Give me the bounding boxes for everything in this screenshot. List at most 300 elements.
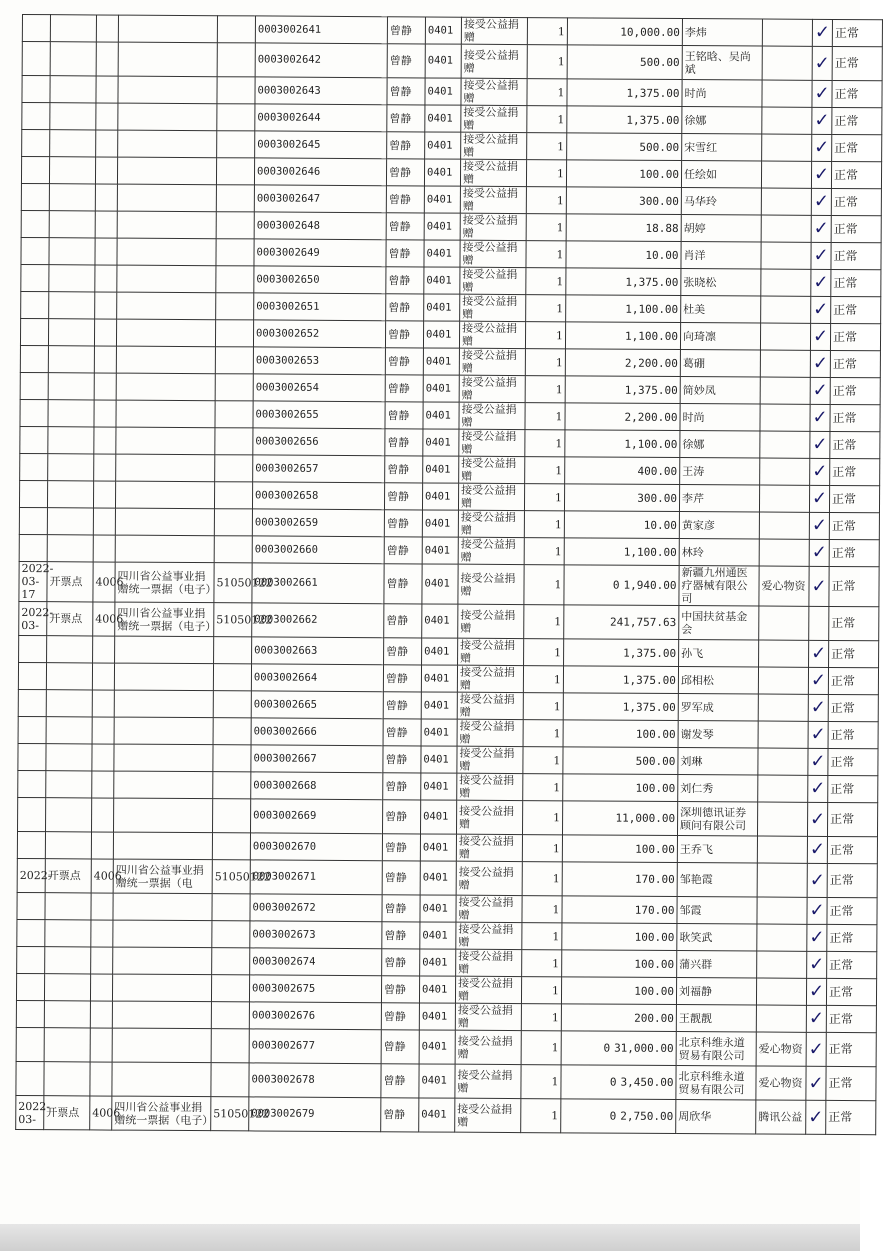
- code-cell: [92, 744, 114, 771]
- amount-value: 1,375.00: [625, 275, 679, 289]
- donation-receipt-table: [15, 14, 883, 1135]
- bill-type-cell: 四川省公益事业捐赠统一票据（电子）: [115, 602, 214, 637]
- operator-cell: 曾静: [382, 834, 420, 861]
- operator-cell: 曾静: [382, 895, 420, 922]
- issuer-cell: [47, 535, 93, 562]
- date-cell: [20, 372, 48, 399]
- checkmark-cell: ✓: [807, 836, 827, 863]
- control-code-cell: 0401: [419, 1030, 455, 1064]
- checkmark-cell: ✓: [806, 978, 826, 1005]
- checkmark-cell: ✓: [811, 242, 831, 269]
- checkmark-cell: ✓: [812, 107, 832, 134]
- payer-cell: 向琦凛: [680, 323, 760, 350]
- invoice-number-cell: 0003002659: [252, 509, 384, 537]
- org-code-cell: [212, 948, 250, 975]
- org-code-cell: [215, 455, 253, 482]
- amount-cell: [564, 484, 679, 512]
- quantity-cell: 1: [527, 18, 567, 45]
- invoice-number-cell: 0003002678: [249, 1063, 381, 1098]
- note-cell: [760, 431, 810, 458]
- checkmark-cell: ✓: [807, 951, 827, 978]
- item-cell: 接受公益捐赠: [459, 456, 525, 483]
- date-cell: [16, 973, 44, 1000]
- date-cell: [19, 480, 47, 507]
- invoice-number-cell: 0003002654: [253, 374, 385, 402]
- invoice-number-cell: 0003002649: [254, 239, 386, 267]
- status-cell: 正常: [826, 1032, 876, 1066]
- payer-cell: 王涛: [680, 458, 760, 485]
- invoice-number-cell: 0003002648: [254, 212, 386, 240]
- item-cell: 接受公益捐赠: [461, 44, 527, 78]
- code-cell: [95, 238, 117, 265]
- table-row: [16, 1095, 876, 1134]
- amount-cell: [567, 133, 682, 161]
- item-cell: 接受公益捐赠: [460, 213, 526, 240]
- bill-type-cell: [116, 346, 215, 374]
- issuer-cell: [49, 292, 95, 319]
- control-code-cell: 0401: [423, 348, 459, 375]
- operator-cell: 曾静: [385, 456, 423, 483]
- note-cell: [761, 188, 811, 215]
- quantity-cell: 1: [524, 639, 564, 666]
- org-code-cell: [211, 975, 249, 1002]
- issuer-cell: [48, 454, 94, 481]
- date-cell: [20, 318, 48, 345]
- invoice-number-cell: 0003002645: [255, 131, 387, 159]
- item-cell: 接受公益捐赠: [458, 537, 524, 564]
- date-cell: [21, 157, 49, 184]
- status-cell: 正常: [831, 242, 881, 269]
- operator-cell: 曾静: [385, 375, 423, 402]
- control-code-cell: 0401: [421, 746, 457, 773]
- checkmark-cell: ✓: [809, 485, 829, 512]
- handwritten-mark: 0: [609, 1109, 617, 1123]
- amount-value: 100.00: [639, 167, 680, 181]
- org-code-cell: [213, 799, 251, 833]
- amount-value: 1,100.00: [623, 545, 677, 559]
- status-cell: 正常: [831, 161, 881, 188]
- control-code-cell: 0401: [419, 1098, 455, 1132]
- amount-cell: [561, 1004, 676, 1032]
- payer-cell: 李芹: [679, 485, 759, 512]
- issuer-cell: [47, 636, 93, 663]
- issuer-cell: [46, 744, 92, 771]
- bill-type-cell: [112, 1062, 211, 1097]
- code-cell: [95, 157, 117, 184]
- org-code-cell: [213, 745, 251, 772]
- issuer-cell: [46, 798, 92, 832]
- issuer-cell: [46, 663, 92, 690]
- table-row: [22, 42, 882, 81]
- bill-type-cell: [114, 717, 213, 745]
- control-code-cell: 0401: [424, 159, 460, 186]
- quantity-cell: 1: [522, 835, 562, 862]
- note-cell: 爱心物资: [756, 1032, 806, 1066]
- quantity-cell: 1: [525, 376, 565, 403]
- bill-type-cell: [115, 508, 214, 536]
- date-cell: 2022-03-: [16, 1095, 44, 1129]
- quantity-cell: 1: [526, 187, 566, 214]
- amount-value: 100.00: [634, 957, 675, 971]
- quantity-cell: 1: [521, 1031, 561, 1065]
- amount-cell: [561, 1031, 676, 1066]
- invoice-number-cell: 0003002672: [250, 894, 382, 922]
- amount-value: 2,200.00: [624, 410, 678, 424]
- invoice-number-cell: 0003002650: [254, 266, 386, 294]
- note-cell: [760, 350, 810, 377]
- control-code-cell: 0401: [421, 692, 457, 719]
- operator-cell: 曾静: [381, 1030, 419, 1064]
- payer-cell: 孙飞: [679, 640, 759, 667]
- amount-cell: [567, 79, 682, 107]
- org-code-cell: [214, 637, 252, 664]
- org-code-cell: [217, 77, 255, 104]
- org-code-cell: [216, 239, 254, 266]
- handwritten-mark: 0: [612, 578, 620, 592]
- amount-value: 18.88: [645, 221, 679, 235]
- item-cell: 接受公益捐赠: [461, 132, 527, 159]
- operator-cell: 曾静: [382, 922, 420, 949]
- org-code-cell: [213, 664, 251, 691]
- operator-cell: 曾静: [381, 976, 419, 1003]
- date-cell: [20, 426, 48, 453]
- invoice-number-cell: 0003002673: [250, 921, 382, 949]
- payer-cell: 王靓靓: [676, 1005, 756, 1032]
- operator-cell: 曾静: [383, 746, 421, 773]
- amount-value: 3,450.00: [620, 1075, 674, 1089]
- item-cell: 接受公益捐赠: [459, 375, 525, 402]
- quantity-cell: 1: [525, 457, 565, 484]
- handwritten-mark: 0: [609, 1075, 617, 1089]
- code-cell: [91, 947, 113, 974]
- note-cell: [756, 1005, 806, 1032]
- invoice-number-cell: 0003002647: [254, 185, 386, 213]
- org-code-cell: 51050122: [211, 1097, 249, 1131]
- date-cell: [18, 716, 46, 743]
- status-cell: 正常: [827, 863, 877, 897]
- note-cell: [757, 951, 807, 978]
- payer-cell: 简妙凤: [680, 377, 760, 404]
- payer-cell: 耿笑武: [677, 924, 757, 951]
- date-cell: [22, 42, 50, 76]
- payer-cell: 徐娜: [680, 431, 760, 458]
- amount-value: 1,100.00: [624, 437, 678, 451]
- date-cell: 2022-03-: [19, 601, 47, 635]
- quantity-cell: 1: [522, 923, 562, 950]
- note-cell: [759, 606, 809, 640]
- status-cell: 正常: [830, 350, 880, 377]
- note-cell: [759, 485, 809, 512]
- org-code-cell: [215, 347, 253, 374]
- org-code-cell: 51050122: [214, 603, 252, 637]
- table-row: [16, 1061, 876, 1100]
- bill-type-cell: 四川省公益事业捐赠统一票据（电子）: [112, 1096, 211, 1131]
- operator-cell: 曾静: [382, 949, 420, 976]
- amount-cell: [565, 349, 680, 377]
- status-cell: 正常: [829, 485, 879, 512]
- control-code-cell: 0401: [424, 186, 460, 213]
- operator-cell: 曾静: [382, 861, 420, 895]
- payer-cell: 时尚: [680, 404, 760, 431]
- date-cell: [18, 797, 46, 831]
- amount-cell: [565, 403, 680, 431]
- control-code-cell: 0401: [425, 132, 461, 159]
- item-cell: 接受公益捐赠: [460, 159, 526, 186]
- checkmark-cell: ✓: [807, 924, 827, 951]
- item-cell: 接受公益捐赠: [456, 861, 522, 895]
- checkmark-cell: ✓: [812, 19, 832, 46]
- payer-cell: 任绘如: [681, 161, 761, 188]
- item-cell: 接受公益捐赠: [458, 483, 524, 510]
- code-cell: [96, 130, 118, 157]
- date-cell: [20, 399, 48, 426]
- item-cell: 接受公益捐赠: [461, 17, 527, 44]
- note-cell: [760, 323, 810, 350]
- status-cell: 正常: [829, 640, 879, 667]
- issuer-cell: [49, 265, 95, 292]
- control-code-cell: 0401: [425, 105, 461, 132]
- operator-cell: 曾静: [383, 692, 421, 719]
- org-code-cell: [216, 158, 254, 185]
- invoice-number-cell: 0003002661: [252, 563, 384, 604]
- control-code-cell: 0401: [421, 665, 457, 692]
- status-cell: 正常: [827, 951, 877, 978]
- item-cell: 接受公益捐赠: [455, 1003, 521, 1030]
- status-cell: 正常: [831, 215, 881, 242]
- item-cell: 接受公益捐赠: [457, 746, 523, 773]
- issuer-cell: [44, 1062, 90, 1096]
- status-cell: 正常: [829, 512, 879, 539]
- date-cell: [17, 919, 45, 946]
- invoice-number-cell: 0003002646: [254, 158, 386, 186]
- invoice-number-cell: 0003002674: [250, 948, 382, 976]
- code-cell: [94, 373, 116, 400]
- bill-type-cell: [114, 771, 213, 799]
- amount-cell: [562, 950, 677, 978]
- note-cell: [758, 694, 808, 721]
- amount-value: 2,750.00: [620, 1109, 674, 1123]
- amount-value: 10.00: [645, 248, 679, 262]
- invoice-number-cell: 0003002644: [255, 104, 387, 132]
- payer-cell: 葛硼: [680, 350, 760, 377]
- date-cell: [19, 635, 47, 662]
- issuer-cell: [48, 400, 94, 427]
- code-cell: [95, 292, 117, 319]
- org-code-cell: [216, 185, 254, 212]
- checkmark-cell: ✓: [806, 1100, 826, 1134]
- operator-cell: 曾静: [387, 44, 425, 78]
- quantity-cell: 1: [525, 322, 565, 349]
- amount-cell: [567, 18, 682, 46]
- status-cell: 正常: [826, 978, 876, 1005]
- amount-value: 500.00: [639, 55, 680, 70]
- payer-cell: 黄家彦: [679, 512, 759, 539]
- invoice-number-cell: 0003002671: [250, 860, 382, 895]
- amount-cell: [564, 511, 679, 539]
- control-code-cell: 0401: [420, 861, 456, 895]
- status-cell: 正常: [826, 1066, 876, 1100]
- status-cell: 正常: [826, 1100, 876, 1134]
- payer-cell: 北京科维永道贸易有限公司: [676, 1032, 756, 1066]
- control-code-cell: 0401: [425, 44, 461, 78]
- issuer-cell: [49, 211, 95, 238]
- date-cell: [19, 534, 47, 561]
- quantity-cell: 1: [523, 747, 563, 774]
- invoice-number-cell: 0003002662: [252, 603, 384, 638]
- note-cell: [762, 107, 812, 134]
- amount-cell: [564, 639, 679, 667]
- date-cell: [16, 1061, 44, 1095]
- status-cell: 正常: [826, 1005, 876, 1032]
- bill-type-cell: [117, 211, 216, 239]
- amount-cell: [562, 862, 677, 897]
- invoice-number-cell: 0003002669: [251, 799, 383, 834]
- control-code-cell: 0401: [424, 240, 460, 267]
- item-cell: 接受公益捐赠: [457, 692, 523, 719]
- issuer-cell: [48, 373, 94, 400]
- control-code-cell: 0401: [423, 456, 459, 483]
- invoice-number-cell: 0003002676: [249, 1002, 381, 1030]
- item-cell: 接受公益捐赠: [459, 429, 525, 456]
- payer-cell: 徐娜: [682, 107, 762, 134]
- org-code-cell: [217, 131, 255, 158]
- item-cell: 接受公益捐赠: [459, 348, 525, 375]
- invoice-number-cell: 0003002658: [252, 482, 384, 510]
- amount-value: 100.00: [634, 984, 675, 998]
- code-cell: [96, 103, 118, 130]
- quantity-cell: 1: [526, 241, 566, 268]
- issuer-cell: [45, 893, 91, 920]
- date-cell: [20, 345, 48, 372]
- code-cell: [90, 974, 112, 1001]
- date-cell: [21, 210, 49, 237]
- checkmark-cell: ✓: [812, 46, 832, 80]
- org-code-cell: [214, 509, 252, 536]
- amount-cell: [566, 241, 681, 269]
- checkmark-cell: ✓: [806, 1066, 826, 1100]
- status-cell: 正常: [827, 836, 877, 863]
- quantity-cell: 1: [526, 214, 566, 241]
- control-code-cell: 0401: [420, 949, 456, 976]
- payer-cell: 罗军成: [678, 694, 758, 721]
- code-cell: [94, 400, 116, 427]
- bill-type-cell: [112, 1028, 211, 1063]
- bill-type-cell: [115, 636, 214, 664]
- code-cell: [92, 798, 114, 832]
- checkmark-cell: ✓: [807, 802, 827, 836]
- date-cell: [21, 264, 49, 291]
- amount-value: 500.00: [639, 140, 680, 154]
- operator-cell: 曾静: [386, 267, 424, 294]
- checkmark-cell: ✓: [810, 350, 830, 377]
- bill-type-cell: 四川省公益事业捐赠统一票据（电: [113, 859, 212, 894]
- status-cell: 正常: [830, 323, 880, 350]
- bill-type-cell: 四川省公益事业捐赠统一票据（电子）: [115, 562, 214, 603]
- invoice-number-cell: 0003002656: [253, 428, 385, 456]
- checkmark-cell: ✓: [810, 404, 830, 431]
- invoice-number-cell: 0003002651: [254, 293, 386, 321]
- amount-value: 2,200.00: [624, 356, 678, 370]
- quantity-cell: 1: [522, 801, 562, 835]
- status-cell: 正常: [832, 134, 882, 161]
- quantity-cell: 1: [523, 720, 563, 747]
- note-cell: [761, 161, 811, 188]
- note-cell: [762, 19, 812, 46]
- item-cell: 接受公益捐赠: [461, 78, 527, 105]
- amount-cell: [564, 605, 679, 640]
- operator-cell: 曾静: [381, 1098, 419, 1132]
- quantity-cell: 1: [526, 295, 566, 322]
- issuer-cell: [44, 1028, 90, 1062]
- checkmark-cell: ✓: [806, 1032, 826, 1066]
- amount-value: 1,940.00: [623, 578, 677, 593]
- checkmark-cell: ✓: [806, 1005, 826, 1032]
- invoice-number-cell: 0003002653: [253, 347, 385, 375]
- invoice-number-cell: 0003002670: [250, 833, 382, 861]
- invoice-number-cell: 0003002660: [252, 536, 384, 564]
- control-code-cell: 0401: [424, 267, 460, 294]
- item-cell: 接受公益捐赠: [457, 773, 523, 800]
- code-cell: [91, 920, 113, 947]
- checkmark-cell: ✓: [810, 377, 830, 404]
- date-cell: [18, 770, 46, 797]
- org-code-cell: [212, 833, 250, 860]
- date-cell: [21, 291, 49, 318]
- payer-cell: 邹艳霞: [677, 863, 757, 897]
- quantity-cell: 1: [527, 106, 567, 133]
- issuer-cell: [48, 346, 94, 373]
- note-cell: 腾讯公益: [756, 1100, 806, 1134]
- control-code-cell: 0401: [423, 429, 459, 456]
- org-code-cell: 51050122: [212, 860, 250, 894]
- issuer-cell: [44, 974, 90, 1001]
- item-cell: 接受公益捐赠: [455, 1064, 521, 1098]
- issuer-cell: [47, 508, 93, 535]
- code-cell: [96, 15, 118, 42]
- bill-type-cell: [118, 15, 217, 43]
- org-code-cell: [213, 718, 251, 745]
- checkmark-cell: ✓: [812, 134, 832, 161]
- control-code-cell: 0401: [424, 294, 460, 321]
- date-cell: [20, 453, 48, 480]
- quantity-cell: 1: [522, 862, 562, 896]
- note-cell: [757, 924, 807, 951]
- org-code-cell: [217, 16, 255, 43]
- bill-type-cell: [114, 744, 213, 772]
- amount-cell: [561, 1065, 676, 1100]
- checkmark-cell: ✓: [811, 269, 831, 296]
- note-cell: [759, 539, 809, 566]
- quantity-cell: 1: [524, 511, 564, 538]
- control-code-cell: 0401: [420, 922, 456, 949]
- code-cell: [91, 893, 113, 920]
- quantity-cell: 1: [523, 774, 563, 801]
- issuer-cell: [50, 76, 96, 103]
- quantity-cell: 1: [525, 430, 565, 457]
- amount-value: 10,000.00: [620, 25, 680, 39]
- item-cell: 接受公益捐赠: [455, 1098, 521, 1132]
- note-cell: [760, 404, 810, 431]
- bill-type-cell: [117, 292, 216, 320]
- quantity-cell: 1: [524, 605, 564, 639]
- payer-cell: 杜美: [681, 296, 761, 323]
- issuer-cell: 开票点: [45, 859, 91, 893]
- bill-type-cell: [116, 319, 215, 347]
- bill-type-cell: [112, 1001, 211, 1029]
- note-cell: [757, 863, 807, 897]
- issuer-cell: [46, 690, 92, 717]
- bill-type-cell: [117, 265, 216, 293]
